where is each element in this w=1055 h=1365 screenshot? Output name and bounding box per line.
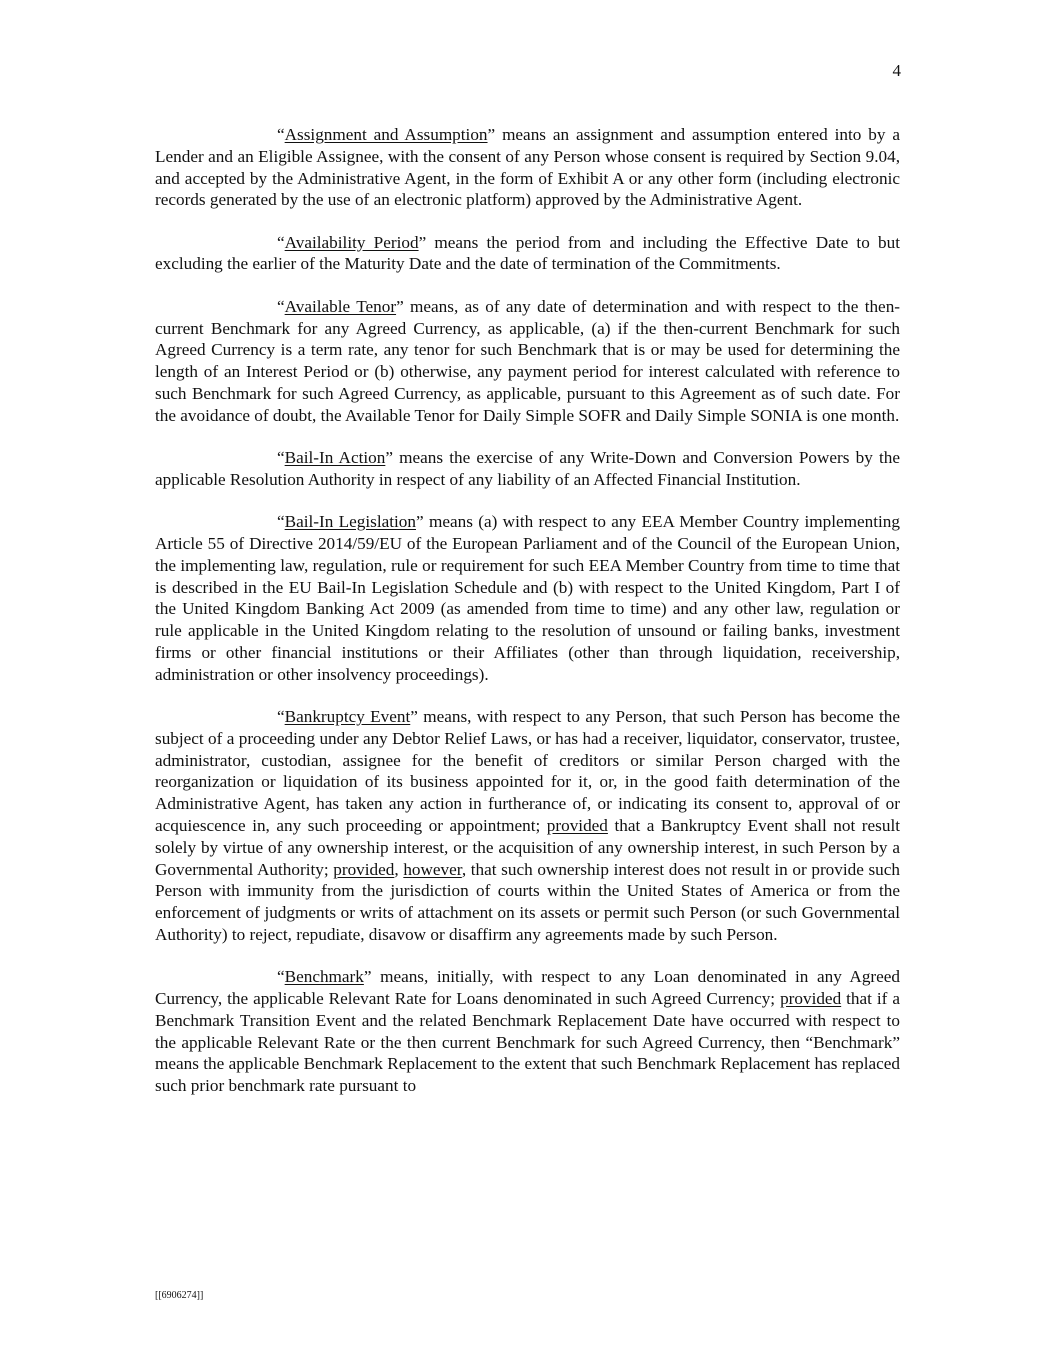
definition-text: that if a Benchmark Transition Event and the related Benchmark Replacement Date have occurred with respect to the applicable Relevant Rate or the then current Benchmark for such Agreed Currency, then “Benchmark” means the applicable Benchmark Replacement to the extent that such Benchmark Replacement has replaced such prior benchmark rate pursuant to — [155, 989, 900, 1096]
definition-text: ” means an assignment and assumption entered into by a Lender and an Eligible Assignee, with the consent of any Person whose consent is required by Section 9.04, and accepted by the Administrative Agent, in the form of Exhibit A or any other form (including electronic records generated by the use of an electronic platform) approved by the Administrative Agent. — [155, 125, 900, 210]
defined-term: Bankruptcy Event — [284, 707, 411, 727]
open-quote: “ — [277, 125, 285, 144]
provided-proviso: provided — [546, 816, 608, 836]
provided-proviso: provided — [333, 859, 395, 879]
open-quote: “ — [277, 707, 285, 727]
open-quote: “ — [277, 512, 285, 532]
definition-assignment-and-assumption — [155, 124, 900, 211]
open-quote: “ — [277, 296, 285, 316]
document-id: [[6906274]] — [155, 1290, 204, 1301]
definitions-section — [155, 124, 900, 1097]
defined-term: Bail-In Legislation — [284, 512, 416, 532]
however-proviso: however — [403, 859, 462, 879]
definition-bail-in-legislation — [155, 511, 900, 685]
defined-term: Assignment and Assumption — [284, 125, 488, 144]
definition-text: ” means the exercise of any Write-Down and Conversion Powers by the applicable Resolution Authority in respect of any liability of an Affected Financial Institution. — [155, 448, 901, 489]
definition-bankruptcy-event — [155, 706, 900, 946]
open-quote: “ — [277, 448, 285, 468]
defined-term: Available Tenor — [284, 296, 397, 316]
definition-text: ” means the period from and including the Effective Date to but excluding the earlier of the Maturity Date and the date of termination of the Commitments. — [155, 232, 900, 274]
definition-text: , that such ownership interest does not result in or provide such Person with immunity from the jurisdiction of courts within the United States of America or from the enforcement of judgments or writs of attachment on its assets or permit such Person (or such Governmental Authority) to reject, repudiate, disavow or disaffirm any agreements made by such Person. — [155, 859, 901, 944]
provided-proviso: provided — [780, 989, 842, 1009]
defined-term: Availability Period — [284, 232, 419, 252]
comma: , — [394, 859, 404, 879]
definition-text: ” means (a) with respect to any EEA Member Country implementing Article 55 of Directive 2014/59/EU of the European Parliament and of the Council of the European Union, the implementing law, regulation, rule or requirement for such EEA Member Country from time to time that is described in the EU Bail-In Legislation Schedule and (b) with respect to the United Kingdom, Part I of the United Kingdom Banking Act 2009 (as amended from time to time) and any other law, regulation or rule applicable in the United Kingdom relating to the resolution of unsound or failing banks, investment firms or other financial institutions or their Affiliates (other than through liquidation, receivership, administration or other insolvency proceedings). — [155, 512, 900, 684]
definition-available-tenor — [155, 296, 900, 427]
definition-text: ” means, initially, with respect to any Loan denominated in any Agreed Currency, the applicable Relevant Rate for Loans denominated in such Agreed Currency; — [155, 967, 900, 1009]
definition-benchmark — [155, 966, 900, 1097]
defined-term: Benchmark — [284, 967, 364, 987]
defined-term: Bail-In Action — [284, 448, 386, 468]
definition-availability-period — [155, 232, 900, 276]
definition-text: ” means, as of any date of determination and with respect to the then-current Benchmark for any Agreed Currency, as applicable, (a) if the then-current Benchmark for such Agreed Currency is a term rate, any tenor for such Benchmark that is or may be used for determining the length of an Interest Period or (b) otherwise, any payment period for interest calculated with reference to such Benchmark for such Agreed Currency, as applicable, pursuant to this Agreement as of such date. For the avoidance of doubt, the Available Tenor for Daily Simple SOFR and Daily Simple SONIA is one month. — [155, 296, 901, 425]
open-quote: “ — [277, 967, 285, 987]
definition-bail-in-action — [155, 447, 900, 491]
definition-text: that a Bankruptcy Event shall not result solely by virtue of any ownership interest, or the acquisition of any ownership interest, in such Person by a Governmental Authority; — [155, 816, 900, 879]
open-quote: “ — [277, 232, 285, 252]
definition-text: ” means, with respect to any Person, that such Person has become the subject of a proceeding under any Debtor Relief Laws, or has had a receiver, liquidator, conservator, trustee, administrator, custodian, assignee for the benefit of creditors or similar Person charged with the reorganization or liquidation of its business appointed for it, or, in the good faith determination of the Administrative Agent, has taken any action in furtherance of, or indicating its consent to, approval of or acquiescence in, any such proceeding or appointment; — [155, 707, 901, 836]
page-number: 4 — [892, 61, 901, 80]
